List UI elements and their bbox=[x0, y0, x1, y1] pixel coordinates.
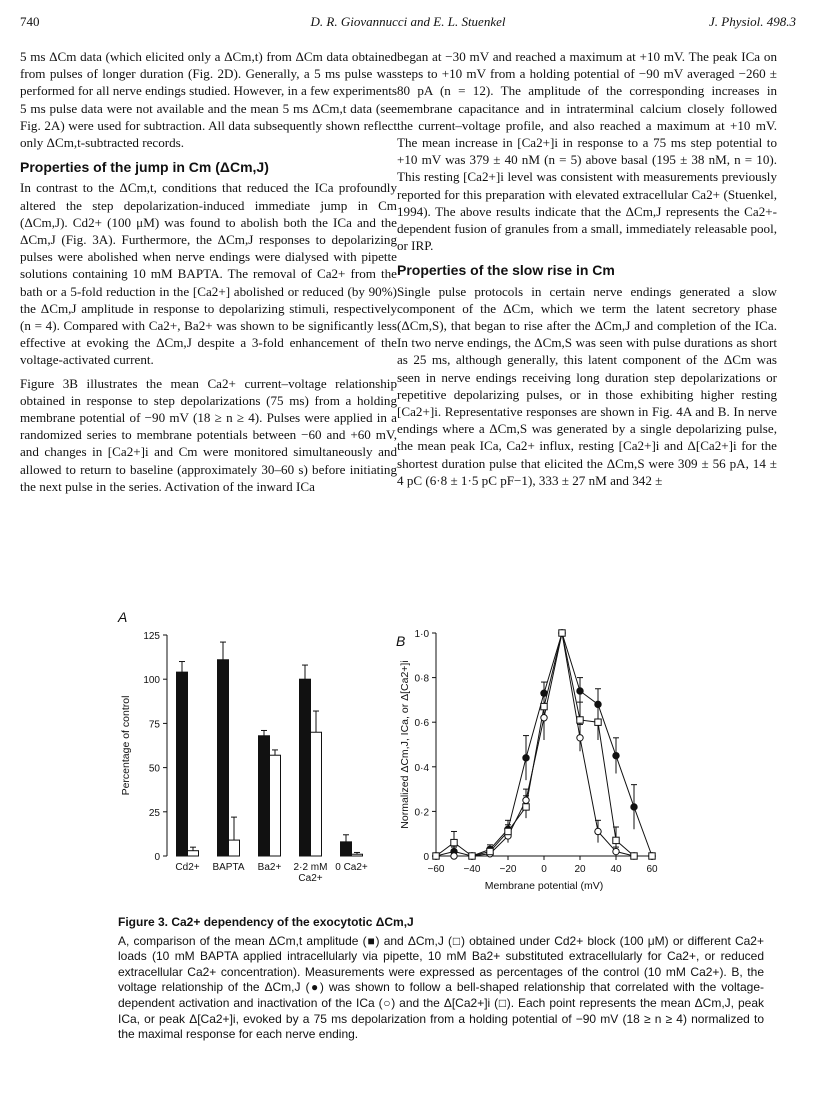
panel-b-x-tick-label: −40 bbox=[463, 864, 481, 875]
panel-b-point bbox=[451, 839, 457, 845]
panel-a-bar bbox=[218, 660, 229, 856]
panel-b-x-tick-label: 40 bbox=[610, 864, 622, 875]
figure-3-svg bbox=[0, 608, 816, 913]
panel-b-point bbox=[505, 828, 511, 834]
right-paragraph-1: began at −30 mV and reached a maximum at +10 mV. The peak ICa on steps to +10 mV from a holding potential of −90 mV averaged −260 ± 80 pA (n = 12). The amplitude of the corresponding increases in membrane capacitance and in intraterminal calcium closely followed the current–voltage profile, and also reached a maximum at +10 mV. The mean increase in [Ca2+]i in response to a 75 ms step potential to +10 mV was 379 ± 40 nM (n = 5) above basal (195 ± 38 nM, n = 10). This resting [Ca2+]i level was consistent with measurements previously reported for this preparation with elevated extracellular Ca2+ (Stuenkel, 1994). The above results indicate that the ΔCm,J represents the Ca2+-dependent fusion of granules from a small, immediately releasable pool, or IRP. bbox=[397, 49, 777, 254]
panel-b-x-axis-label: Membrane potential (mV) bbox=[484, 880, 604, 892]
panel-b-point bbox=[541, 715, 547, 721]
panel-b-x-tick-label: 20 bbox=[574, 864, 586, 875]
panel-b-series-line bbox=[436, 633, 652, 856]
panel-a-category-label: BAPTA bbox=[212, 862, 245, 873]
figure-3 bbox=[0, 608, 816, 913]
panel-b-point bbox=[541, 690, 547, 696]
panel-a-y-tick-label: 0 bbox=[154, 852, 160, 863]
panel-a-category-label: Cd2+ bbox=[175, 862, 200, 873]
panel-b-x-tick-label: 0 bbox=[541, 864, 547, 875]
panel-b-x-tick-label: 60 bbox=[646, 864, 658, 875]
panel-a-y-tick-label: 75 bbox=[148, 719, 160, 731]
panel-b-point bbox=[577, 735, 583, 741]
panel-a-category-label: Ba2+ bbox=[257, 862, 282, 873]
panel-a-y-axis-label: Percentage of control bbox=[120, 695, 132, 796]
panel-b-point bbox=[451, 853, 457, 859]
panel-b-point bbox=[523, 755, 529, 761]
panel-b-point bbox=[631, 804, 637, 810]
panel-b-y-tick-label: 0·2 bbox=[414, 807, 429, 819]
panel-b-series-line bbox=[436, 633, 652, 856]
journal-ref: J. Physiol. 498.3 bbox=[708, 14, 796, 29]
panel-b-y-tick-label: 0·8 bbox=[414, 673, 429, 685]
running-authors: D. R. Giovannucci and E. L. Stuenkel bbox=[310, 14, 506, 29]
section-heading-slow-rise: Properties of the slow rise in Cm bbox=[397, 262, 615, 279]
panel-b-point bbox=[523, 804, 529, 810]
panel-a-category-label: 2·2 mM bbox=[293, 862, 328, 873]
caption-title: Figure 3. Ca2+ dependency of the exocytotic ΔCm,J bbox=[118, 915, 414, 929]
panel-b-point bbox=[613, 837, 619, 843]
panel-a-y-tick-label: 25 bbox=[148, 807, 160, 819]
panel-b-point bbox=[433, 853, 439, 859]
panel-b-y-tick-label: 0·4 bbox=[414, 762, 429, 774]
panel-b-y-tick-label: 0·6 bbox=[414, 718, 429, 730]
panel-a-bar bbox=[352, 854, 363, 856]
left-paragraph-2: In contrast to the ΔCm,t, conditions that reduced the ICa profoundly altered the step depolarization-induced immediate jump in Cm (ΔCm,J). Cd2+ (100 μM) was found to abolish both the ICa and the ΔCm,J (Fig. 3A). Furthermore, the ΔCm,J responses to depolarizing pulses were abolished when nerve endings were dialysed with pipette solutions containing 10 mM BAPTA. The removal of Ca2+ from the bath or a 5-fold reduction in the [Ca2+] abolished or reduced (by 90%) the ΔCm,J amplitude in response to depolarizing stimuli, respectively (n = 4). Compared with Ca2+, Ba2+ was shown to be significantly less effective at evoking the ΔCm,J despite a 3-fold enhancement of the voltage-activated current. bbox=[20, 180, 397, 368]
figure-caption bbox=[118, 915, 764, 1043]
left-paragraph-3: Figure 3B illustrates the mean Ca2+ current–voltage relationship obtained in response to step depolarizations (75 ms) from a holding membrane potential of −90 mV (18 ≥ n ≥ 4). Pulses were applied in a randomized series to membrane potentials between −60 and +60 mV, and changes in [Ca2+]i and Cm were monitored simultaneously and allowed to return to baseline (approximately 30–60 s) before initiating the next pulse in the series. Activation of the inward ICa bbox=[20, 375, 397, 494]
panel-b-point bbox=[523, 797, 529, 803]
panel-b-x-tick-label: −60 bbox=[427, 864, 445, 875]
panel-b-point bbox=[613, 848, 619, 854]
panel-a-y-tick-label: 125 bbox=[143, 631, 160, 642]
panel-a-bar bbox=[270, 755, 281, 856]
panel-b-y-tick-label: 0 bbox=[423, 852, 429, 863]
panel-a-bar bbox=[229, 840, 240, 856]
panel-b-point bbox=[649, 853, 655, 859]
panel-a-bar bbox=[188, 851, 199, 856]
panel-b-point bbox=[595, 701, 601, 707]
panel-b-point bbox=[487, 848, 493, 854]
right-paragraph-2: Single pulse protocols in certain nerve endings generated a slow component of the ΔCm, which we term the latent secretory phase (ΔCm,S), that began to rise after the ΔCm,J and completion of the ICa. In two nerve endings, the ΔCm,S was seen with pulse durations as short as 25 ms, although generally, this latent component of the ΔCm was seen in nerve endings receiving long duration step depolarizations or repetitive depolarizing pulses, or in those exhibiting higher resting [Ca2+]i. Representative responses are shown in Fig. 4A and B. In nerve endings where a ΔCm,S was generated by a single depolarizing pulse, the mean peak ICa, Ca2+ influx, resting [Ca2+]i and Δ[Ca2+]i for the shortest duration pulse that elicited the ΔCm,S were 309 ± 56 pA, 14 ± 4 pC (6·8 ± 1·5 pC pF−1), 333 ± 27 nM and 342 ± bbox=[397, 283, 777, 488]
panel-a-y-tick-label: 100 bbox=[143, 675, 160, 687]
left-column bbox=[20, 48, 397, 501]
panel-b-y-axis-label: Normalized ΔCm,J, ICa, or Δ[Ca2+]i bbox=[399, 660, 411, 829]
panel-b-point bbox=[577, 717, 583, 723]
panel-a-bar bbox=[177, 672, 188, 856]
panel-a-bar bbox=[341, 842, 352, 856]
panel-b-point bbox=[595, 828, 601, 834]
right-column bbox=[397, 48, 777, 495]
panel-b-series-line bbox=[436, 633, 652, 856]
panel-a-label: A bbox=[118, 609, 128, 625]
panel-b-x-tick-label: −20 bbox=[499, 864, 517, 875]
panel-a-category-label: Ca2+ bbox=[298, 873, 323, 884]
panel-a-bar bbox=[259, 736, 270, 856]
panel-b-point bbox=[559, 630, 565, 636]
left-paragraph-1: 5 ms ΔCm data (which elicited only a ΔCm,t) from ΔCm data obtained from pulses of longer duration (Fig. 2D). Generally, a 5 ms pulse was performed for all nerve endings studied. However, in a few experiments 5 ms pulse data were not available and the mean 5 ms ΔCm,t data (see Fig. 2A) were used for subtraction. All data subsequently shown reflect only ΔCm,t-subtracted records. bbox=[20, 49, 397, 151]
panel-b-point bbox=[469, 853, 475, 859]
section-heading-jump: Properties of the jump in Cm (ΔCm,J) bbox=[20, 159, 269, 176]
page-header bbox=[20, 14, 796, 36]
panel-b-point bbox=[613, 752, 619, 758]
panel-b-point bbox=[595, 719, 601, 725]
caption-body: A, comparison of the mean ΔCm,t amplitude (■) and ΔCm,J (□) obtained under Cd2+ block (100 μM) or different Ca2+ loads (10 mM BAPTA applied intracellularly via pipette, 10 mM Ba2+ substituted extracellularly for Ca2+, or reduced extracellular Ca2+ concentration). Measurements were expressed as percentages of the control (10 mM Ca2+). B, the voltage relationship of the ΔCm,J (●) was shown to follow a bell-shaped relationship that correlated with the voltage-dependent activation and inactivation of the ICa (○) and the Δ[Ca2+]i (□). Each point represents the mean ΔCm,J, peak ICa, or peak Δ[Ca2+]i, evoked by a 75 ms depolarization from a holding potential of −90 mV (18 ≥ n ≥ 4) normalized to the maximal response for each nerve ending. bbox=[118, 933, 764, 1042]
panel-a-category-label: 0 Ca2+ bbox=[335, 862, 368, 873]
panel-b-point bbox=[631, 853, 637, 859]
page-number: 740 bbox=[20, 14, 40, 29]
panel-a-bar bbox=[311, 732, 322, 856]
panel-b-point bbox=[541, 703, 547, 709]
panel-b-y-tick-label: 1·0 bbox=[414, 629, 429, 640]
panel-a-bar bbox=[300, 679, 311, 856]
panel-a-y-tick-label: 50 bbox=[148, 763, 160, 775]
panel-b-label: B bbox=[396, 633, 406, 649]
panel-b-point bbox=[577, 688, 583, 694]
